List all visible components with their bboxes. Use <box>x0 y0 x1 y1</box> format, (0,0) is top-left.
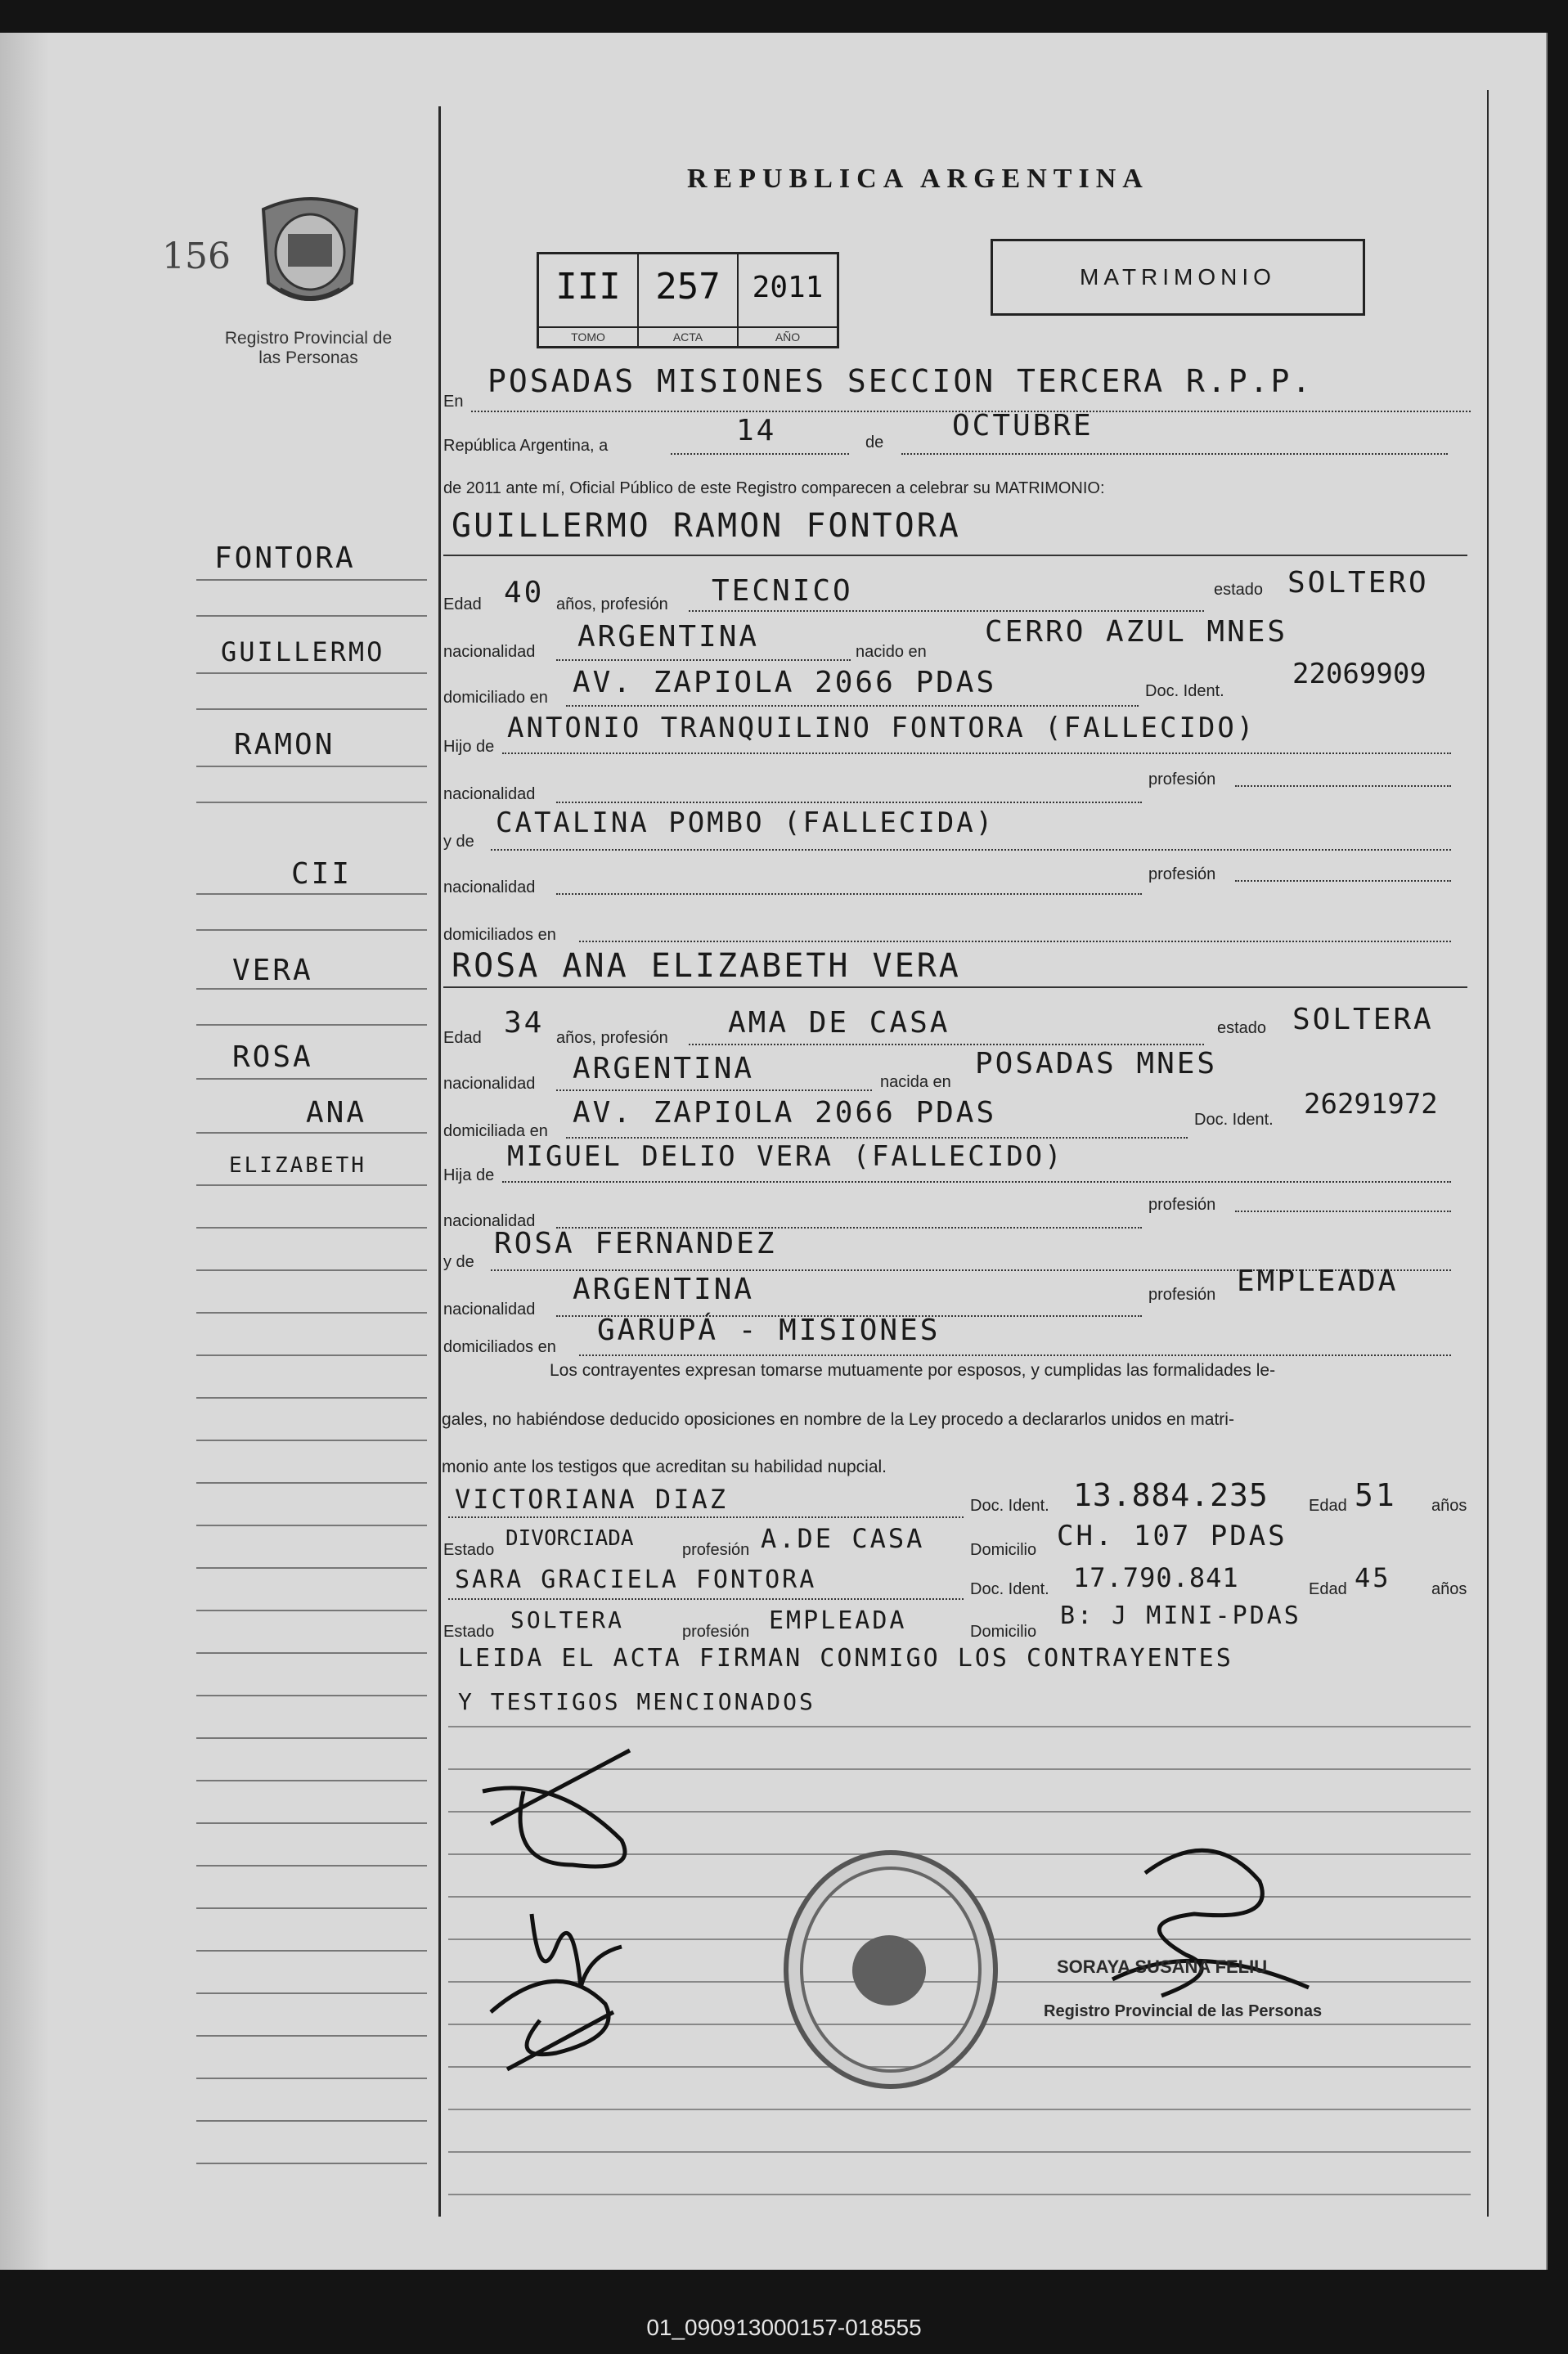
bride-padre: MIGUEL DELIO VERA (FALLECIDO) <box>507 1140 1064 1173</box>
bride-nacida-label: nacida en <box>880 1073 951 1091</box>
lugar-value: POSADAS MISIONES SECCION TERCERA R.P.P. <box>487 363 1314 399</box>
official-signature-icon <box>1096 1832 1341 2012</box>
witness1-estado: DIVORCIADA <box>505 1526 634 1551</box>
groom-padre-nac-label: nacionalidad <box>443 785 536 803</box>
witness2-prof-label: profesión <box>682 1623 750 1641</box>
witness2-name: SARA GRACIELA FONTORA <box>455 1566 817 1594</box>
closing-line-1: LEIDA EL ACTA FIRMAN CONMIGO LOS CONTRAYENTES <box>458 1644 1233 1673</box>
bride-nac-label: nacionalidad <box>443 1075 536 1093</box>
witness2-estado-label: Estado <box>443 1623 495 1641</box>
formula-line-3: monio ante los testigos que acreditan su habilidad nupcial. <box>442 1458 887 1476</box>
bride-madre-prof-label: profesión <box>1148 1286 1216 1304</box>
anio-label: AÑO <box>739 326 837 346</box>
groom-profesion-label: años, profesión <box>556 595 668 613</box>
witness1-edad: 51 <box>1355 1477 1397 1513</box>
document-page <box>0 33 1548 2270</box>
margin-cll: CII <box>291 857 353 891</box>
bride-doc-label: Doc. Ident. <box>1194 1111 1274 1129</box>
witness1-anios-label: años <box>1431 1497 1467 1515</box>
republica-heading: REPUBLICA ARGENTINA <box>687 164 1149 194</box>
official-stamp-icon <box>784 1850 998 2089</box>
groom-padre: ANTONIO TRANQUILINO FONTORA (FALLECIDO) <box>507 712 1256 744</box>
bride-domicilio: AV. ZAPIOLA 2066 PDAS <box>573 1096 997 1130</box>
groom-estado-label: estado <box>1214 581 1264 599</box>
margin-rosa: ROSA <box>232 1040 313 1074</box>
official-registry: Registro Provincial de las Personas <box>1044 2002 1323 2020</box>
anio-value: 2011 <box>752 271 824 304</box>
witness1-doc: 13.884.235 <box>1073 1477 1269 1513</box>
witness2-edad-label: Edad <box>1309 1580 1347 1598</box>
witness1-name: VICTORIANA DIAZ <box>455 1484 728 1515</box>
witness1-doc-label: Doc. Ident. <box>970 1497 1049 1515</box>
acta-label: ACTA <box>639 326 737 346</box>
acta-cell <box>639 254 739 346</box>
groom-doc: 22069909 <box>1292 658 1426 690</box>
scan-footer-id: 01_090913000157-018555 <box>646 2315 922 2340</box>
bride-estado: SOLTERA <box>1292 1003 1434 1036</box>
margin-vera: VERA <box>232 954 313 987</box>
bride-nacida: POSADAS MNES <box>975 1047 1218 1080</box>
groom-nac-label: nacionalidad <box>443 643 536 661</box>
acta-value: 257 <box>655 266 721 308</box>
acta-reference-box <box>537 252 839 348</box>
tomo-value: III <box>555 266 621 308</box>
bride-nacionalidad: ARGENTINA <box>573 1052 755 1085</box>
groom-dom-label: domiciliado en <box>443 689 548 707</box>
groom-madre-nac-label: nacionalidad <box>443 878 536 896</box>
formula-line-1: Los contrayentes expresan tomarse mutuamente por esposos, y cumplidas las formalidades le- <box>550 1361 1276 1380</box>
groom-name: GUILLERMO RAMON FONTORA <box>452 507 961 545</box>
witness2-edad: 45 <box>1355 1562 1391 1593</box>
margin-elizabeth: ELIZABETH <box>229 1153 366 1178</box>
bride-domiciliados-label: domiciliados en <box>443 1338 556 1356</box>
closing-line-2: Y TESTIGOS MENCIONADOS <box>458 1688 815 1715</box>
bride-madre-nac-label: nacionalidad <box>443 1301 536 1319</box>
matrimonio-box: MATRIMONIO <box>991 239 1365 316</box>
en-label: En <box>443 393 464 411</box>
witness1-edad-label: Edad <box>1309 1497 1347 1515</box>
groom-madre-prof-label: profesión <box>1148 865 1216 883</box>
margin-fontora: FONTORA <box>214 541 356 575</box>
bride-padre-nac-label: nacionalidad <box>443 1212 536 1230</box>
margin-divider <box>438 106 441 2217</box>
witness1-prof: A.DE CASA <box>761 1523 925 1554</box>
groom-domicilio: AV. ZAPIOLA 2066 PDAS <box>573 666 997 699</box>
bride-padre-prof-label: profesión <box>1148 1196 1216 1214</box>
witness2-dom-label: Domicilio <box>970 1623 1037 1641</box>
bride-profesion: AMA DE CASA <box>728 1006 950 1040</box>
witness2-anios-label: años <box>1431 1580 1467 1598</box>
groom-nacionalidad: ARGENTINA <box>577 620 760 654</box>
groom-doc-label: Doc. Ident. <box>1145 682 1224 700</box>
groom-yde-label: y de <box>443 833 474 851</box>
witness1-prof-label: profesión <box>682 1541 750 1559</box>
witness1-estado-label: Estado <box>443 1541 495 1559</box>
groom-padre-prof-label: profesión <box>1148 770 1216 788</box>
tomo-cell <box>539 254 639 346</box>
margin-ana: ANA <box>306 1096 367 1130</box>
dia-value: 14 <box>736 414 777 447</box>
groom-edad-label: Edad <box>443 595 482 613</box>
formula-line-2: gales, no habiéndose deducido oposiciones en nombre de la Ley procedo a declararlos unidos en matri- <box>442 1410 1234 1429</box>
margin-ramon: RAMON <box>234 728 335 761</box>
registry-name: Registro Provincial de las Personas <box>224 329 393 367</box>
anio-cell <box>739 254 837 346</box>
provincial-seal-icon <box>255 193 365 312</box>
witness1-dom: CH. 107 PDAS <box>1057 1520 1287 1552</box>
anio-prefix: de 2011 ante mí, Oficial Público de este Registro comparecen a celebrar su MATRIMONIO: <box>443 479 1105 497</box>
folio-number: 156 <box>162 236 231 277</box>
bride-doc: 26291972 <box>1304 1088 1438 1121</box>
groom-estado: SOLTERO <box>1287 566 1429 600</box>
bride-domiciliados: GARUPÁ - MISIONES <box>597 1314 941 1347</box>
bride-dom-label: domiciliada en <box>443 1122 548 1140</box>
groom-domiciliados-label: domiciliados en <box>443 926 556 944</box>
tomo-label: TOMO <box>539 326 637 346</box>
bride-hija-label: Hija de <box>443 1166 495 1184</box>
witness2-estado: SOLTERA <box>510 1606 625 1633</box>
groom-edad: 40 <box>504 576 545 609</box>
groom-nacido-label: nacido en <box>856 643 927 661</box>
right-border <box>1487 90 1489 2217</box>
bride-profesion-label: años, profesión <box>556 1029 668 1047</box>
groom-hijo-label: Hijo de <box>443 738 495 756</box>
de-label: de <box>865 434 884 451</box>
groom-madre: CATALINA POMBO (FALLECIDA) <box>496 806 995 839</box>
bride-edad: 34 <box>504 1006 545 1040</box>
witness2-doc-label: Doc. Ident. <box>970 1580 1049 1598</box>
bride-madre-nac: ARGENTINA <box>573 1273 755 1306</box>
witness2-doc: 17.790.841 <box>1073 1562 1239 1593</box>
bride-yde-label: y de <box>443 1253 474 1271</box>
witness1-dom-label: Domicilio <box>970 1541 1037 1559</box>
groom-profesion: TECNICO <box>712 574 853 608</box>
republica-label: República Argentina, a <box>443 437 609 455</box>
official-name: SORAYA SUSANA FELIU <box>1057 1956 1268 1977</box>
bride-edad-label: Edad <box>443 1029 482 1047</box>
bride-estado-label: estado <box>1217 1019 1267 1037</box>
bride-madre-prof: EMPLEADA <box>1237 1265 1399 1298</box>
bride-name: ROSA ANA ELIZABETH VERA <box>452 947 961 985</box>
bride-madre: ROSA FERNANDEZ <box>494 1227 777 1260</box>
mes-value: OCTUBRE <box>952 409 1094 442</box>
signatures-left-icon <box>458 1742 671 2086</box>
groom-nacido: CERRO AZUL MNES <box>985 615 1288 649</box>
witness2-prof: EMPLEADA <box>769 1606 907 1635</box>
margin-guillermo: GUILLERMO <box>221 636 385 667</box>
witness2-dom: B: J MINI-PDAS <box>1060 1602 1301 1630</box>
